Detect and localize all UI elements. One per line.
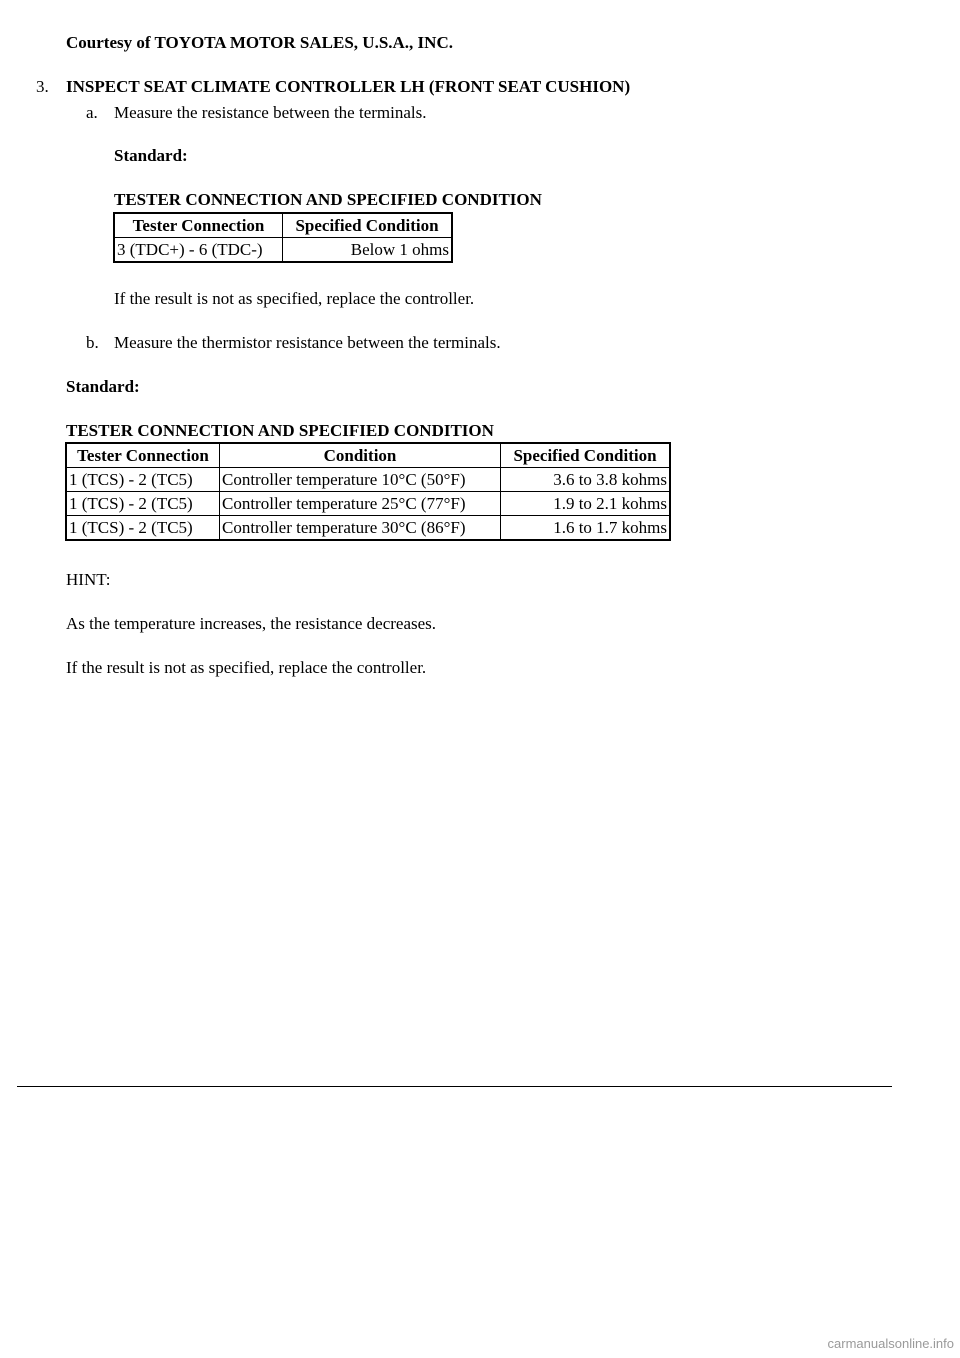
sub-a-note: If the result is not as specified, replace the controller. bbox=[114, 289, 475, 308]
sub-b-marker: b. bbox=[86, 333, 99, 352]
table-row bbox=[114, 238, 452, 263]
table-cell: 1 (TCS) - 2 (TC5) bbox=[66, 492, 220, 516]
table-header-cell: Condition bbox=[220, 443, 501, 468]
sub-b-note: If the result is not as specified, replace the controller. bbox=[66, 658, 427, 677]
step-number: 3. bbox=[36, 77, 49, 96]
table-row bbox=[66, 492, 670, 516]
sub-a-standard-label: Standard: bbox=[114, 146, 188, 165]
horizontal-divider bbox=[17, 1086, 892, 1087]
table-cell: 1.6 to 1.7 kohms bbox=[501, 516, 671, 541]
table-header-cell: Specified Condition bbox=[501, 443, 671, 468]
table-cell: 1.9 to 2.1 kohms bbox=[501, 492, 671, 516]
step-title: INSPECT SEAT CLIMATE CONTROLLER LH (FRONT SEAT CUSHION) bbox=[66, 77, 631, 96]
table-header-row bbox=[114, 213, 452, 238]
sub-b-text: Measure the thermistor resistance between the terminals. bbox=[114, 333, 501, 352]
sub-b-table-title: TESTER CONNECTION AND SPECIFIED CONDITION bbox=[66, 421, 494, 440]
table-header-row bbox=[66, 443, 670, 468]
sub-b-standard-label: Standard: bbox=[66, 377, 140, 396]
hint-label: HINT: bbox=[66, 570, 111, 589]
table-header-cell: Tester Connection bbox=[114, 213, 283, 238]
hint-text: As the temperature increases, the resistance decreases. bbox=[66, 614, 437, 633]
table-header-cell: Tester Connection bbox=[66, 443, 220, 468]
sub-a-marker: a. bbox=[86, 103, 98, 122]
table-row bbox=[66, 516, 670, 541]
spec-table-a bbox=[113, 212, 453, 263]
spec-table-b bbox=[65, 442, 671, 541]
table-row bbox=[66, 468, 670, 492]
table-cell: Controller temperature 10°C (50°F) bbox=[220, 468, 501, 492]
table-header-cell: Specified Condition bbox=[283, 213, 453, 238]
table-cell: Controller temperature 30°C (86°F) bbox=[220, 516, 501, 541]
table-cell: 3.6 to 3.8 kohms bbox=[501, 468, 671, 492]
sub-a-table-title: TESTER CONNECTION AND SPECIFIED CONDITION bbox=[114, 190, 542, 209]
table-cell: 1 (TCS) - 2 (TC5) bbox=[66, 468, 220, 492]
sub-a-text: Measure the resistance between the terminals. bbox=[114, 103, 427, 122]
footer-watermark: carmanualsonline.info bbox=[827, 1336, 954, 1351]
table-cell: 3 (TDC+) - 6 (TDC-) bbox=[114, 238, 283, 263]
table-cell: Controller temperature 25°C (77°F) bbox=[220, 492, 501, 516]
table-cell: Below 1 ohms bbox=[283, 238, 453, 263]
courtesy-line: Courtesy of TOYOTA MOTOR SALES, U.S.A., INC. bbox=[66, 33, 453, 52]
table-cell: 1 (TCS) - 2 (TC5) bbox=[66, 516, 220, 541]
